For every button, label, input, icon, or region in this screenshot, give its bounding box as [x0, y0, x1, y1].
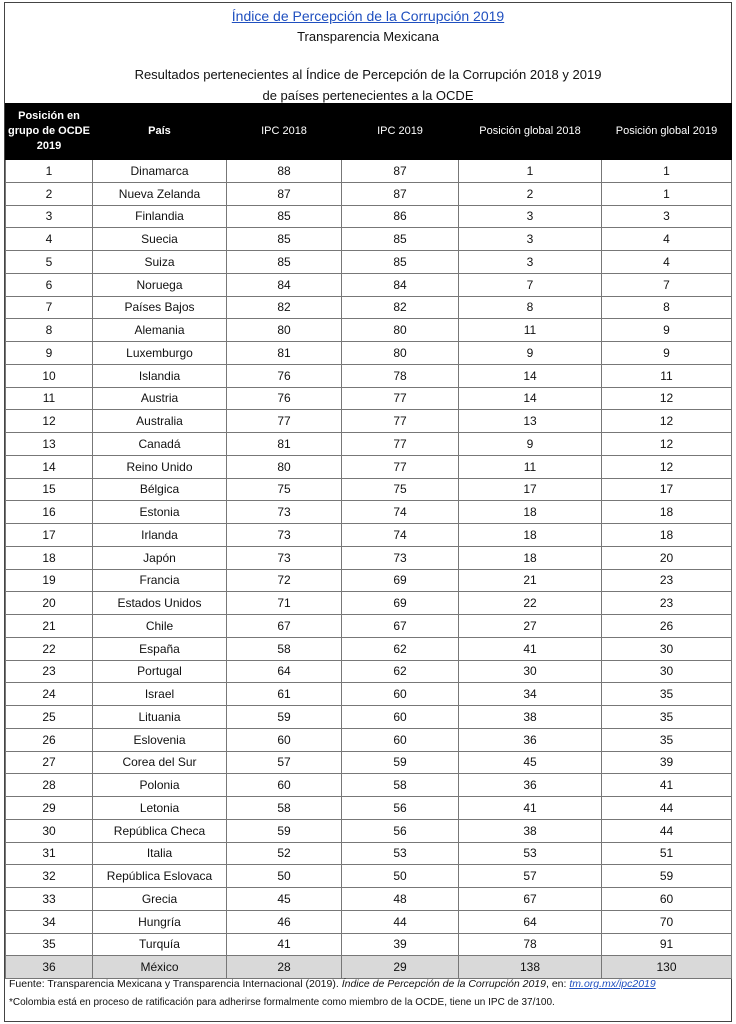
ocde-position-cell: 7: [6, 296, 93, 319]
global-position-2019-cell: 39: [602, 751, 732, 774]
table-row: [6, 228, 732, 251]
global-position-2018-cell: 3: [459, 205, 602, 228]
subtitle-line-2: de países pertenecientes a la OCDE: [262, 88, 474, 103]
country-cell: Noruega: [93, 273, 227, 296]
table-row: [6, 933, 732, 956]
table-row: [6, 410, 732, 433]
global-position-2018-cell: 45: [459, 751, 602, 774]
ocde-position-cell: 4: [6, 228, 93, 251]
ipc-2019-cell: 82: [342, 296, 459, 319]
table-row: [6, 615, 732, 638]
ocde-position-cell: 17: [6, 524, 93, 547]
source-line: [9, 977, 727, 992]
table-row: [6, 433, 732, 456]
global-position-2019-cell: 30: [602, 660, 732, 683]
ipc-2019-cell: 62: [342, 660, 459, 683]
country-cell: Letonia: [93, 797, 227, 820]
global-position-2018-cell: 38: [459, 706, 602, 729]
ipc-2019-cell: 59: [342, 751, 459, 774]
subtitle-line-1: Resultados pertenecientes al Índice de Percepción de la Corrupción 2018 y 2019: [134, 67, 602, 82]
column-header-ocde-position: Posición en grupo de OCDE 2019: [6, 104, 93, 160]
document-header: [5, 3, 731, 103]
footer: [5, 977, 731, 1011]
ocde-position-cell: 35: [6, 933, 93, 956]
organization-name: Transparencia Mexicana: [297, 29, 439, 44]
country-cell: Israel: [93, 683, 227, 706]
ipc-2018-cell: 85: [227, 228, 342, 251]
ipc-2019-cell: 39: [342, 933, 459, 956]
global-position-2018-cell: 138: [459, 956, 602, 979]
document-title[interactable]: Índice de Percepción de la Corrupción 2019: [231, 8, 505, 24]
ipc-2019-cell: 44: [342, 910, 459, 933]
country-cell: Bélgica: [93, 478, 227, 501]
global-position-2018-cell: 11: [459, 319, 602, 342]
global-position-2019-cell: 59: [602, 865, 732, 888]
global-position-2019-cell: 30: [602, 637, 732, 660]
country-cell: Suecia: [93, 228, 227, 251]
ocde-position-cell: 18: [6, 546, 93, 569]
ipc-2019-cell: 56: [342, 797, 459, 820]
ocde-position-cell: 23: [6, 660, 93, 683]
ocde-position-cell: 28: [6, 774, 93, 797]
column-header-ipc-2018: IPC 2018: [227, 104, 342, 160]
country-cell: Dinamarca: [93, 160, 227, 183]
ipc-2019-cell: 85: [342, 228, 459, 251]
ipc-2019-cell: 85: [342, 251, 459, 274]
table-row: [6, 842, 732, 865]
table-row: [6, 319, 732, 342]
column-header-global-position-2018: Posición global 2018: [459, 104, 602, 160]
ipc-2018-cell: 85: [227, 251, 342, 274]
column-header-ipc-2019: IPC 2019: [342, 104, 459, 160]
country-cell: Austria: [93, 387, 227, 410]
ipc-2018-cell: 52: [227, 842, 342, 865]
ipc-2018-cell: 57: [227, 751, 342, 774]
ipc-2018-cell: 73: [227, 546, 342, 569]
table-row: [6, 205, 732, 228]
country-cell: República Eslovaca: [93, 865, 227, 888]
country-cell: Suiza: [93, 251, 227, 274]
table-row: [6, 660, 732, 683]
global-position-2018-cell: 3: [459, 251, 602, 274]
ipc-2018-cell: 45: [227, 888, 342, 911]
country-cell: Polonia: [93, 774, 227, 797]
global-position-2019-cell: 23: [602, 592, 732, 615]
ipc-table: [5, 103, 732, 979]
global-position-2019-cell: 44: [602, 819, 732, 842]
table-row: [6, 819, 732, 842]
ipc-2019-cell: 77: [342, 387, 459, 410]
global-position-2018-cell: 2: [459, 182, 602, 205]
ipc-2019-cell: 50: [342, 865, 459, 888]
country-cell: Estonia: [93, 501, 227, 524]
ocde-position-cell: 3: [6, 205, 93, 228]
global-position-2018-cell: 57: [459, 865, 602, 888]
country-cell: Japón: [93, 546, 227, 569]
ipc-2018-cell: 41: [227, 933, 342, 956]
document-frame: [4, 2, 732, 1022]
global-position-2018-cell: 14: [459, 387, 602, 410]
ipc-2018-cell: 64: [227, 660, 342, 683]
table-row: [6, 706, 732, 729]
ipc-2018-cell: 60: [227, 728, 342, 751]
ocde-position-cell: 6: [6, 273, 93, 296]
ipc-2018-cell: 50: [227, 865, 342, 888]
ipc-2019-cell: 74: [342, 524, 459, 547]
table-row: [6, 751, 732, 774]
table-row: [6, 501, 732, 524]
table-body: [6, 160, 732, 979]
ipc-2018-cell: 58: [227, 637, 342, 660]
country-cell: Alemania: [93, 319, 227, 342]
ipc-2019-cell: 75: [342, 478, 459, 501]
country-cell: Islandia: [93, 364, 227, 387]
ocde-position-cell: 34: [6, 910, 93, 933]
ocde-position-cell: 26: [6, 728, 93, 751]
country-cell: Chile: [93, 615, 227, 638]
ocde-position-cell: 33: [6, 888, 93, 911]
ipc-2019-cell: 77: [342, 410, 459, 433]
ipc-2019-cell: 56: [342, 819, 459, 842]
global-position-2018-cell: 30: [459, 660, 602, 683]
country-cell: Irlanda: [93, 524, 227, 547]
ocde-position-cell: 10: [6, 364, 93, 387]
ipc-2018-cell: 76: [227, 364, 342, 387]
global-position-2019-cell: 3: [602, 205, 732, 228]
column-header-country: País: [93, 104, 227, 160]
ocde-position-cell: 27: [6, 751, 93, 774]
ipc-2018-cell: 81: [227, 433, 342, 456]
ocde-position-cell: 2: [6, 182, 93, 205]
ipc-2018-cell: 80: [227, 455, 342, 478]
global-position-2019-cell: 70: [602, 910, 732, 933]
table-row: [6, 478, 732, 501]
ipc-2019-cell: 86: [342, 205, 459, 228]
global-position-2018-cell: 36: [459, 728, 602, 751]
ocde-position-cell: 13: [6, 433, 93, 456]
ipc-2018-cell: 28: [227, 956, 342, 979]
table-row: [6, 273, 732, 296]
ocde-position-cell: 12: [6, 410, 93, 433]
table-row: [6, 910, 732, 933]
global-position-2018-cell: 9: [459, 433, 602, 456]
ocde-position-cell: 8: [6, 319, 93, 342]
global-position-2019-cell: 35: [602, 683, 732, 706]
global-position-2018-cell: 36: [459, 774, 602, 797]
global-position-2018-cell: 17: [459, 478, 602, 501]
global-position-2019-cell: 1: [602, 160, 732, 183]
table-row: [6, 683, 732, 706]
ipc-2019-cell: 62: [342, 637, 459, 660]
global-position-2018-cell: 22: [459, 592, 602, 615]
global-position-2018-cell: 53: [459, 842, 602, 865]
global-position-2019-cell: 8: [602, 296, 732, 319]
ipc-2019-cell: 48: [342, 888, 459, 911]
footnote: *Colombia está en proceso de ratificación para adherirse formalmente como miembro de la OCDE, tiene un IPC de 37/100.: [9, 997, 555, 1009]
ocde-position-cell: 16: [6, 501, 93, 524]
table-row: [6, 774, 732, 797]
global-position-2019-cell: 20: [602, 546, 732, 569]
table-row: [6, 160, 732, 183]
global-position-2018-cell: 67: [459, 888, 602, 911]
ocde-position-cell: 11: [6, 387, 93, 410]
global-position-2019-cell: 23: [602, 569, 732, 592]
ocde-position-cell: 30: [6, 819, 93, 842]
global-position-2018-cell: 18: [459, 501, 602, 524]
table-row: [6, 888, 732, 911]
global-position-2018-cell: 41: [459, 797, 602, 820]
global-position-2019-cell: 35: [602, 728, 732, 751]
global-position-2019-cell: 1: [602, 182, 732, 205]
ocde-position-cell: 31: [6, 842, 93, 865]
ipc-2018-cell: 71: [227, 592, 342, 615]
global-position-2019-cell: 18: [602, 501, 732, 524]
ipc-2018-cell: 59: [227, 819, 342, 842]
country-cell: México: [93, 956, 227, 979]
ipc-2018-cell: 75: [227, 478, 342, 501]
global-position-2018-cell: 18: [459, 546, 602, 569]
ipc-2019-cell: 60: [342, 728, 459, 751]
country-cell: España: [93, 637, 227, 660]
ipc-2018-cell: 46: [227, 910, 342, 933]
ipc-2018-cell: 59: [227, 706, 342, 729]
global-position-2018-cell: 78: [459, 933, 602, 956]
ipc-2018-cell: 73: [227, 524, 342, 547]
ocde-position-cell: 20: [6, 592, 93, 615]
country-cell: Canadá: [93, 433, 227, 456]
global-position-2018-cell: 34: [459, 683, 602, 706]
global-position-2019-cell: 26: [602, 615, 732, 638]
ipc-2018-cell: 77: [227, 410, 342, 433]
global-position-2019-cell: 12: [602, 410, 732, 433]
country-cell: Grecia: [93, 888, 227, 911]
ipc-2018-cell: 87: [227, 182, 342, 205]
global-position-2019-cell: 17: [602, 478, 732, 501]
country-cell: Luxemburgo: [93, 342, 227, 365]
country-cell: Francia: [93, 569, 227, 592]
global-position-2019-cell: 11: [602, 364, 732, 387]
ocde-position-cell: 9: [6, 342, 93, 365]
global-position-2018-cell: 27: [459, 615, 602, 638]
table-row: [6, 455, 732, 478]
ocde-position-cell: 19: [6, 569, 93, 592]
global-position-2018-cell: 21: [459, 569, 602, 592]
country-cell: Lituania: [93, 706, 227, 729]
global-position-2019-cell: 9: [602, 342, 732, 365]
source-mid: , en:: [546, 978, 570, 990]
ipc-2019-cell: 58: [342, 774, 459, 797]
global-position-2019-cell: 7: [602, 273, 732, 296]
ipc-2018-cell: 58: [227, 797, 342, 820]
ipc-2018-cell: 61: [227, 683, 342, 706]
table-row: [6, 956, 732, 979]
global-position-2019-cell: 60: [602, 888, 732, 911]
ipc-2019-cell: 29: [342, 956, 459, 979]
ipc-2018-cell: 67: [227, 615, 342, 638]
ipc-2019-cell: 73: [342, 546, 459, 569]
country-cell: Eslovenia: [93, 728, 227, 751]
ipc-2018-cell: 82: [227, 296, 342, 319]
global-position-2018-cell: 13: [459, 410, 602, 433]
country-cell: Italia: [93, 842, 227, 865]
country-cell: República Checa: [93, 819, 227, 842]
ipc-2018-cell: 76: [227, 387, 342, 410]
ocde-position-cell: 36: [6, 956, 93, 979]
table-row: [6, 387, 732, 410]
global-position-2019-cell: 130: [602, 956, 732, 979]
table-row: [6, 592, 732, 615]
country-cell: Corea del Sur: [93, 751, 227, 774]
country-cell: Países Bajos: [93, 296, 227, 319]
table-row: [6, 637, 732, 660]
country-cell: Australia: [93, 410, 227, 433]
ipc-2018-cell: 60: [227, 774, 342, 797]
global-position-2018-cell: 41: [459, 637, 602, 660]
ocde-position-cell: 1: [6, 160, 93, 183]
source-prefix: Fuente: Transparencia Mexicana y Transparencia Internacional (2019).: [9, 978, 342, 990]
source-link[interactable]: tm.org.mx/ipc2019: [569, 978, 656, 990]
ocde-position-cell: 22: [6, 637, 93, 660]
column-header-global-position-2019: Posición global 2019: [602, 104, 732, 160]
global-position-2019-cell: 51: [602, 842, 732, 865]
country-cell: Estados Unidos: [93, 592, 227, 615]
ipc-2019-cell: 77: [342, 455, 459, 478]
global-position-2019-cell: 9: [602, 319, 732, 342]
ocde-position-cell: 21: [6, 615, 93, 638]
ocde-position-cell: 5: [6, 251, 93, 274]
table-row: [6, 569, 732, 592]
global-position-2019-cell: 18: [602, 524, 732, 547]
ipc-2019-cell: 80: [342, 342, 459, 365]
global-position-2019-cell: 12: [602, 433, 732, 456]
ipc-2019-cell: 53: [342, 842, 459, 865]
global-position-2018-cell: 38: [459, 819, 602, 842]
global-position-2019-cell: 12: [602, 455, 732, 478]
ipc-2019-cell: 87: [342, 182, 459, 205]
ipc-2019-cell: 80: [342, 319, 459, 342]
table-header-row: [6, 104, 732, 160]
global-position-2018-cell: 64: [459, 910, 602, 933]
global-position-2018-cell: 1: [459, 160, 602, 183]
ocde-position-cell: 15: [6, 478, 93, 501]
ipc-2018-cell: 85: [227, 205, 342, 228]
global-position-2019-cell: 4: [602, 251, 732, 274]
country-cell: Hungría: [93, 910, 227, 933]
table-row: [6, 865, 732, 888]
ipc-2018-cell: 81: [227, 342, 342, 365]
global-position-2018-cell: 3: [459, 228, 602, 251]
global-position-2018-cell: 14: [459, 364, 602, 387]
country-cell: Portugal: [93, 660, 227, 683]
ipc-2019-cell: 60: [342, 706, 459, 729]
ocde-position-cell: 32: [6, 865, 93, 888]
table-row: [6, 251, 732, 274]
table-row: [6, 797, 732, 820]
ipc-2019-cell: 67: [342, 615, 459, 638]
ipc-2019-cell: 84: [342, 273, 459, 296]
country-cell: Reino Unido: [93, 455, 227, 478]
country-cell: Turquía: [93, 933, 227, 956]
source-title: Índice de Percepción de la Corrupción 2019: [341, 978, 546, 990]
table-row: [6, 296, 732, 319]
ocde-position-cell: 29: [6, 797, 93, 820]
ipc-2019-cell: 69: [342, 592, 459, 615]
ipc-2019-cell: 74: [342, 501, 459, 524]
country-cell: Finlandia: [93, 205, 227, 228]
ipc-2019-cell: 77: [342, 433, 459, 456]
ipc-2018-cell: 80: [227, 319, 342, 342]
table-row: [6, 364, 732, 387]
global-position-2018-cell: 8: [459, 296, 602, 319]
global-position-2019-cell: 91: [602, 933, 732, 956]
global-position-2018-cell: 18: [459, 524, 602, 547]
global-position-2019-cell: 41: [602, 774, 732, 797]
global-position-2019-cell: 35: [602, 706, 732, 729]
table-row: [6, 546, 732, 569]
table-row: [6, 342, 732, 365]
ipc-2018-cell: 73: [227, 501, 342, 524]
ipc-2018-cell: 88: [227, 160, 342, 183]
global-position-2019-cell: 12: [602, 387, 732, 410]
ipc-2019-cell: 78: [342, 364, 459, 387]
ocde-position-cell: 14: [6, 455, 93, 478]
ipc-2019-cell: 87: [342, 160, 459, 183]
global-position-2018-cell: 11: [459, 455, 602, 478]
ipc-2018-cell: 84: [227, 273, 342, 296]
table-row: [6, 524, 732, 547]
table-row: [6, 728, 732, 751]
table-row: [6, 182, 732, 205]
global-position-2018-cell: 7: [459, 273, 602, 296]
ipc-2018-cell: 72: [227, 569, 342, 592]
country-cell: Nueva Zelanda: [93, 182, 227, 205]
ipc-2019-cell: 60: [342, 683, 459, 706]
global-position-2018-cell: 9: [459, 342, 602, 365]
ipc-2019-cell: 69: [342, 569, 459, 592]
global-position-2019-cell: 44: [602, 797, 732, 820]
global-position-2019-cell: 4: [602, 228, 732, 251]
ocde-position-cell: 24: [6, 683, 93, 706]
ocde-position-cell: 25: [6, 706, 93, 729]
